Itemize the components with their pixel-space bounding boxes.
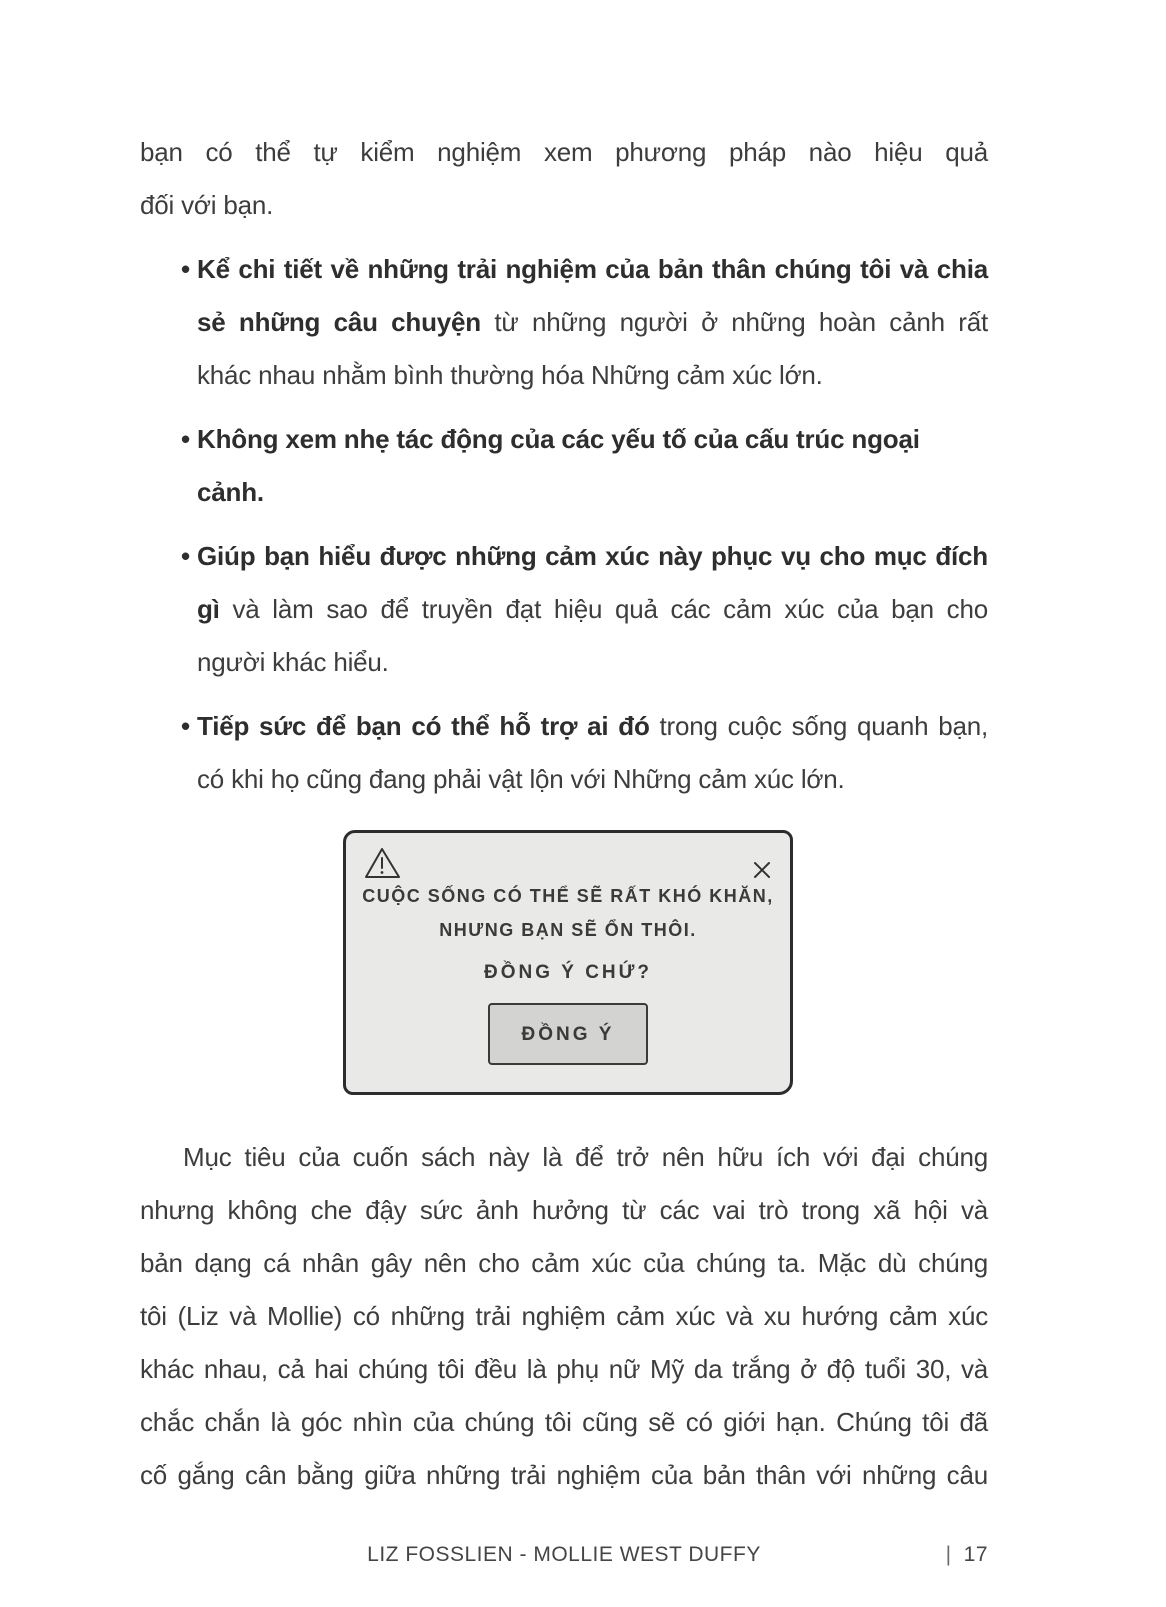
text-segment: có khi họ cũng đang phải vật lộn với Những cảm xúc lớn. <box>197 764 845 794</box>
text-line <box>140 1343 988 1396</box>
text-line <box>197 413 988 519</box>
bullet-marker: • <box>181 424 190 454</box>
dialog-message <box>346 833 790 947</box>
text-line <box>197 349 988 402</box>
main-paragraph <box>140 1131 988 1502</box>
footer-separator: | <box>945 1543 952 1566</box>
text-line <box>140 1396 988 1449</box>
footer-authors: LIZ FOSSLIEN - MOLLIE WEST DUFFY <box>367 1543 761 1566</box>
agree-button[interactable]: ĐỒNG Ý <box>488 1003 648 1065</box>
page-number: 17 <box>963 1543 988 1566</box>
text-segment: đối với bạn. <box>140 190 274 220</box>
text-segment: chắc chắn là góc nhìn của chúng tôi cũng sẽ có giới hạn. Chúng tôi đã <box>140 1407 988 1437</box>
bullet-marker: • <box>181 254 190 284</box>
page-footer <box>140 1538 988 1572</box>
intro-paragraph <box>140 126 988 232</box>
bullet-item <box>140 700 988 806</box>
bold-text-segment: Kể chi tiết về những trải nghiệm của bản thân chúng tôi và chia <box>197 254 988 284</box>
text-line <box>140 1237 988 1290</box>
warning-triangle-icon <box>362 845 402 899</box>
dialog-message-line: CUỘC SỐNG CÓ THỂ SẼ RẤT KHÓ KHĂN, <box>362 886 774 906</box>
text-segment: Mục tiêu của cuốn sách này là để trở nên hữu ích với đại chúng <box>183 1142 988 1172</box>
text-line <box>140 1184 988 1237</box>
bold-text-segment: gì <box>197 594 220 624</box>
bullet-item <box>140 243 988 402</box>
text-line <box>140 179 988 232</box>
dialog-question: ĐỒNG Ý CHỨ? <box>483 962 653 983</box>
bold-text-segment: sẻ những câu chuyện <box>197 307 481 337</box>
bold-text-segment: Giúp bạn hiểu được những cảm xúc này phục vụ cho mục đích <box>197 541 988 571</box>
text-segment: khác nhau nhằm bình thường hóa Những cảm xúc lớn. <box>197 360 823 390</box>
text-segment: cố gắng cân bằng giữa những trải nghiệm của bản thân với những câu <box>140 1460 988 1490</box>
text-line <box>197 700 988 753</box>
text-line <box>140 126 988 179</box>
text-line <box>197 530 988 583</box>
text-line <box>140 1290 988 1343</box>
text-segment: và làm sao để truyền đạt hiệu quả các cảm xúc của bạn cho <box>219 594 988 624</box>
footer-page <box>946 1538 988 1572</box>
text-segment: bản dạng cá nhân gây nên cho cảm xúc của chúng ta. Mặc dù chúng <box>140 1248 988 1278</box>
text-segment: người khác hiểu. <box>197 647 389 677</box>
text-line <box>197 583 988 636</box>
text-line <box>140 1131 988 1184</box>
bold-text-segment: Không xem nhẹ tác động của các yếu tố của cấu trúc ngoại cảnh. <box>197 424 920 507</box>
text-line <box>197 753 988 806</box>
text-line <box>197 636 988 689</box>
text-line <box>140 1449 988 1502</box>
text-segment: từ những người ở những hoàn cảnh rất <box>481 307 988 337</box>
text-segment: nhưng không che đậy sức ảnh hưởng từ các vai trò trong xã hội và <box>140 1195 988 1225</box>
bullet-item <box>140 413 988 519</box>
bullet-list <box>140 243 988 806</box>
bullet-marker: • <box>181 711 190 741</box>
dialog-illustration <box>343 830 793 1095</box>
bullet-item <box>140 530 988 689</box>
text-segment: bạn có thể tự kiểm nghiệm xem phương pháp nào hiệu quả <box>140 137 988 167</box>
text-segment: trong cuộc sống quanh bạn, <box>649 711 988 741</box>
text-line <box>197 296 988 349</box>
dialog-message-line: NHƯNG BẠN SẼ ỔN THÔI. <box>439 920 697 940</box>
text-line <box>197 243 988 296</box>
bullet-marker: • <box>181 541 190 571</box>
close-x-icon[interactable] <box>752 845 772 898</box>
text-segment: tôi (Liz và Mollie) có những trải nghiệm cảm xúc và xu hướng cảm xúc <box>140 1301 988 1331</box>
bold-text-segment: Tiếp sức để bạn có thể hỗ trợ ai đó <box>197 711 650 741</box>
text-segment: khác nhau, cả hai chúng tôi đều là phụ nữ Mỹ da trắng ở độ tuổi 30, và <box>140 1354 988 1384</box>
